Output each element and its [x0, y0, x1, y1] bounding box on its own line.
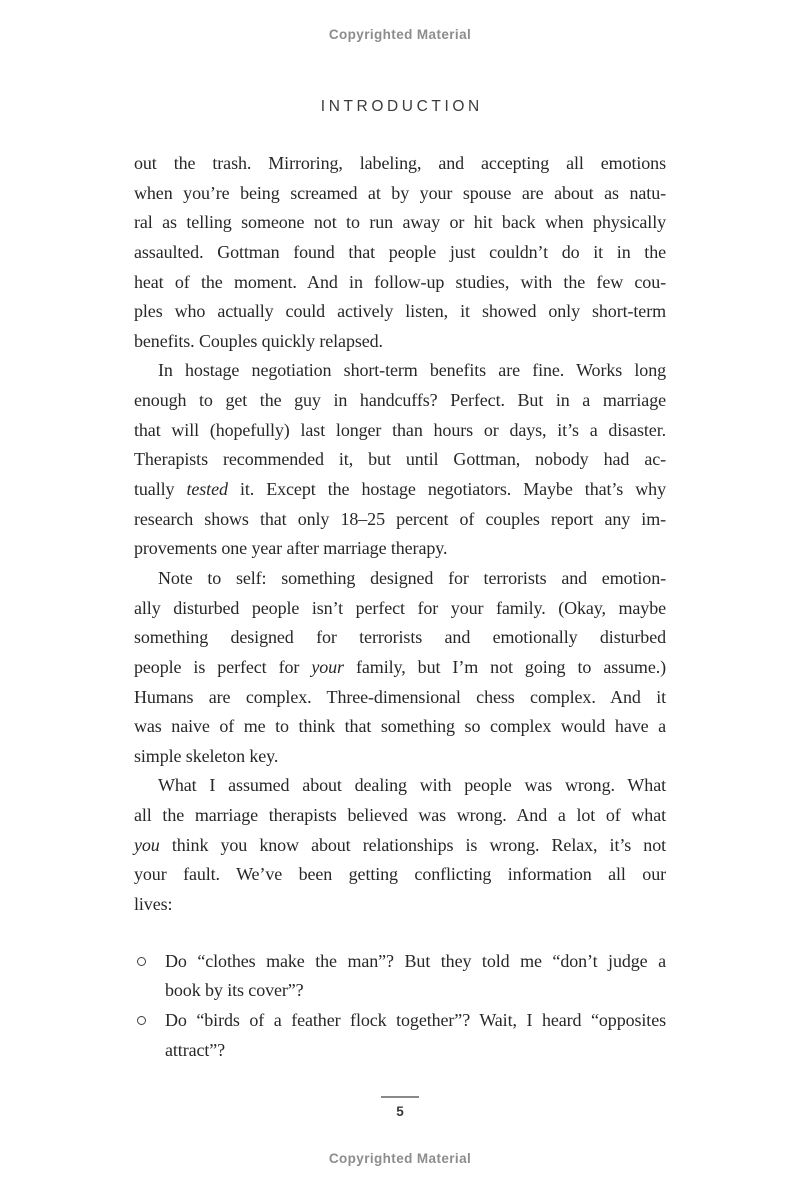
body-line — [134, 771, 666, 801]
top-copyright-notice: Copyrighted Material — [328, 27, 472, 42]
body-line — [134, 534, 666, 564]
text-segment: attract”? — [165, 1039, 226, 1060]
text-segment: research shows that only 18–25 percent of couples report any im- — [134, 508, 666, 529]
bullet-line — [165, 1006, 666, 1036]
body-line — [134, 831, 666, 861]
text-segment: people is perfect for — [134, 656, 312, 677]
text-segment: out the trash. Mirroring, labeling, and accepting all emotions — [134, 153, 666, 173]
body-line — [134, 712, 666, 742]
bullet-line — [165, 1036, 666, 1066]
text-segment: when you’re being screamed at by your spouse are about as natu- — [134, 182, 666, 203]
open-circle-bullet-icon — [137, 1016, 146, 1025]
bullet-list — [134, 947, 666, 1066]
emphasized-text: your — [311, 656, 344, 677]
paragraph — [134, 564, 666, 771]
text-segment: What I assumed about dealing with people was wrong. What — [158, 775, 666, 796]
body-line — [134, 505, 666, 535]
open-circle-bullet-icon — [137, 957, 146, 966]
text-segment: think you know about relationships is wrong. Relax, it’s not — [159, 834, 666, 855]
body-line — [134, 742, 666, 772]
text-segment: In hostage negotiation short-term benefits are fine. Works long — [158, 360, 666, 381]
text-segment: Humans are complex. Three-dimensional chess complex. And it — [134, 686, 666, 707]
paragraph — [134, 771, 666, 919]
body-line — [134, 801, 666, 831]
bullet-line — [165, 976, 666, 1006]
body-line — [134, 238, 666, 268]
text-segment: provements one year after marriage therapy. — [134, 538, 448, 559]
text-segment: Therapists recommended it, but until Gottman, nobody had ac- — [134, 449, 666, 470]
body-line — [134, 623, 666, 653]
bottom-copyright-notice: Copyrighted Material — [328, 1151, 472, 1166]
body-line — [134, 445, 666, 475]
chapter-heading: INTRODUCTION — [320, 98, 483, 115]
text-segment: assaulted. Gottman found that people just couldn’t do it in the — [134, 241, 666, 262]
text-segment: benefits. Couples quickly relapsed. — [134, 330, 383, 351]
bullet-marker-column — [134, 947, 165, 966]
body-line — [134, 653, 666, 683]
page-number: 5 — [396, 1104, 404, 1119]
text-segment: Note to self: something designed for terrorists and emotion- — [158, 567, 666, 588]
body-line — [134, 564, 666, 594]
text-segment: all the marriage therapists believed was wrong. And a lot of what — [134, 805, 666, 826]
text-segment: ally disturbed people isn’t perfect for your family. (Okay, maybe — [134, 597, 666, 618]
text-segment: ral as telling someone not to run away or hit back when physically — [134, 212, 666, 233]
bullet-line — [165, 947, 666, 977]
footer-rule — [381, 1096, 419, 1098]
body-line — [134, 860, 666, 890]
body-line — [134, 386, 666, 416]
text-segment: lives: — [134, 894, 173, 915]
body-line — [134, 594, 666, 624]
text-segment: heat of the moment. And in follow-up studies, with the few cou- — [134, 271, 666, 292]
body-line — [134, 297, 666, 327]
body-line — [134, 475, 666, 505]
paragraph — [134, 149, 666, 356]
body-line — [134, 683, 666, 713]
body-line — [134, 268, 666, 298]
body-line — [134, 208, 666, 238]
body-line — [134, 416, 666, 446]
text-segment: was naive of me to think that something so complex would have a — [134, 716, 666, 737]
bullet-marker-column — [134, 1006, 165, 1025]
text-segment: family, but I’m not going to assume.) — [343, 656, 667, 677]
body-line — [134, 890, 666, 920]
text-segment: simple skeleton key. — [134, 745, 279, 766]
text-segment: tually — [134, 479, 187, 500]
bullet-text — [165, 1006, 666, 1065]
body-line — [134, 179, 666, 209]
list-item — [134, 1006, 666, 1065]
text-segment: enough to get the guy in handcuffs? Perfect. But in a marriage — [134, 390, 666, 411]
text-segment: ples who actually could actively listen, it showed only short-term — [134, 301, 666, 322]
text-segment: Do “birds of a feather flock together”? Wait, I heard “opposites — [165, 1009, 666, 1030]
body-line — [134, 356, 666, 386]
text-segment: it. Except the hostage negotiators. Maybe that’s why — [227, 479, 666, 500]
text-segment: that will (hopefully) last longer than hours or days, it’s a disaster. — [134, 419, 666, 440]
body-line — [134, 327, 666, 357]
body-line — [134, 149, 666, 179]
list-item — [134, 947, 666, 1006]
bullet-text — [165, 947, 666, 1006]
text-segment: book by its cover”? — [165, 980, 304, 1001]
emphasized-text: you — [134, 834, 160, 855]
text-segment: something designed for terrorists and emotionally disturbed — [134, 627, 666, 648]
text-segment: your fault. We’ve been getting conflicting information all our — [134, 864, 666, 885]
emphasized-text: tested — [186, 479, 228, 500]
paragraph — [134, 356, 666, 563]
body-text — [134, 149, 666, 1065]
text-segment: Do “clothes make the man”? But they told me “don’t judge a — [165, 950, 666, 971]
